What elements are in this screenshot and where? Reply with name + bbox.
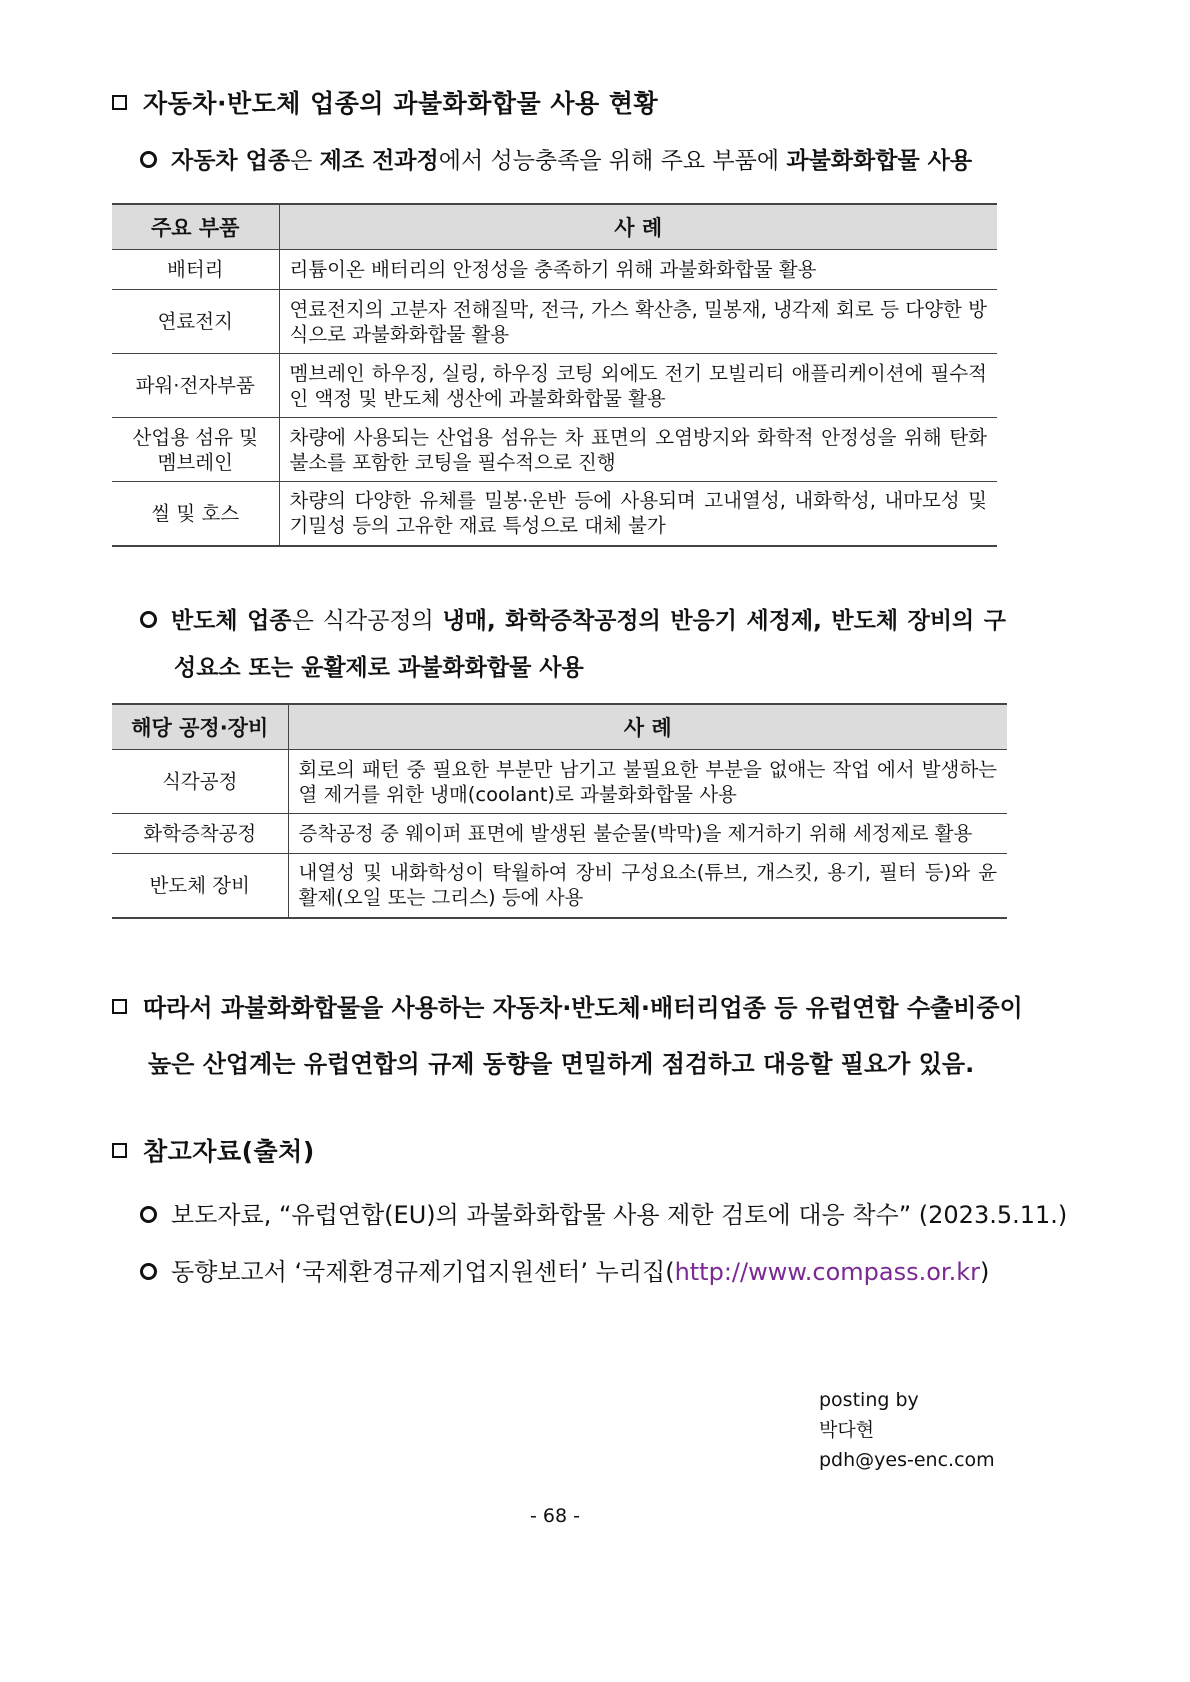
table-row xyxy=(112,814,1007,854)
author-email: pdh@yes-enc.com xyxy=(819,1449,995,1471)
column-header: 주요 부품 xyxy=(112,204,279,250)
description-cell: 차량의 다양한 유체를 밀봉·운반 등에 사용되며 고내열성, 내화학성, 내마모성 및 기밀성 등의 고유한 재료 특성으로 대체 불가 xyxy=(279,482,997,546)
table-row xyxy=(112,482,997,546)
part-cell: 산업용 섬유 및 멤브레인 xyxy=(112,418,279,482)
author-name: 박다현 xyxy=(819,1419,875,1441)
column-header: 사 례 xyxy=(288,704,1007,750)
circle-bullet-icon xyxy=(140,611,157,628)
compass-website-link[interactable]: http://www.compass.or.kr xyxy=(674,1258,980,1286)
column-header: 해당 공정·장비 xyxy=(112,704,288,750)
auto-parts-table xyxy=(112,203,997,547)
section-heading-usage: 자동차·반도체 업종의 과불화화합물 사용 현황 xyxy=(112,84,658,120)
semiconductor-process-table xyxy=(112,703,1007,919)
reference-item: 보도자료, “유럽연합(EU)의 과불화화합물 사용 제한 검토에 대응 착수” (2023.5.11.) xyxy=(140,1195,1067,1230)
description-cell: 차량에 사용되는 산업용 섬유는 차 표면의 오염방지와 화학적 안정성을 위해 탄화불소를 포함한 코팅을 필수적으로 진행 xyxy=(279,418,997,482)
table-row xyxy=(112,854,1007,918)
part-cell: 파워·전자부품 xyxy=(112,354,279,418)
process-cell: 반도체 장비 xyxy=(112,854,288,918)
references-heading: 참고자료(출처) xyxy=(112,1132,315,1168)
description-cell: 리튬이온 배터리의 안정성을 충족하기 위해 과불화화합물 활용 xyxy=(279,250,997,290)
circle-bullet-icon xyxy=(140,1206,157,1223)
column-header: 사 례 xyxy=(279,204,997,250)
process-cell: 화학증착공정 xyxy=(112,814,288,854)
semiconductor-intro: 반도체 업종은 식각공정의 냉매, 화학증착공정의 반응기 세정제, 반도체 장비의 구성요소 또는 윤활제로 과불화화합물 사용 xyxy=(140,598,1006,692)
description-cell: 내열성 및 내화학성이 탁월하여 장비 구성요소(튜브, 개스킷, 용기, 필터 등)와 윤활제(오일 또는 그리스) 등에 사용 xyxy=(288,854,1007,918)
reference-item: 동향보고서 ‘국제환경규제기업지원센터’ 누리집(http://www.compass.or.kr) xyxy=(140,1252,989,1287)
part-cell: 배터리 xyxy=(112,250,279,290)
table-header-row xyxy=(112,204,997,250)
table-row xyxy=(112,354,997,418)
checkbox-square-icon xyxy=(112,999,127,1014)
part-cell: 연료전지 xyxy=(112,290,279,354)
circle-bullet-icon xyxy=(140,1263,157,1280)
checkbox-square-icon xyxy=(112,95,127,110)
posting-info xyxy=(819,1385,995,1475)
auto-industry-intro: 자동차 업종은 제조 전과정에서 성능충족을 위해 주요 부품에 과불화화합물 사용 xyxy=(140,138,1006,185)
posting-label: posting by xyxy=(819,1389,919,1411)
description-cell: 증착공정 중 웨이퍼 표면에 발생된 불순물(박막)을 제거하기 위해 세정제로 활용 xyxy=(288,814,1007,854)
page-number: - 68 - xyxy=(530,1505,580,1527)
process-cell: 식각공정 xyxy=(112,750,288,814)
table-row xyxy=(112,250,997,290)
conclusion-paragraph: 따라서 과불화화합물을 사용하는 자동차·반도체·배터리업종 등 유럽연합 수출비중이 높은 산업계는 유럽연합의 규제 동향을 면밀하게 점검하고 대응할 필요가 있음. xyxy=(112,980,1012,1092)
table-row xyxy=(112,750,1007,814)
description-cell: 연료전지의 고분자 전해질막, 전극, 가스 확산층, 밀봉재, 냉각제 회로 등 다양한 방식으로 과불화화합물 활용 xyxy=(279,290,997,354)
table-header-row xyxy=(112,704,1007,750)
table-row xyxy=(112,418,997,482)
circle-bullet-icon xyxy=(140,151,157,168)
table-row xyxy=(112,290,997,354)
description-cell: 멤브레인 하우징, 실링, 하우징 코팅 외에도 전기 모빌리티 애플리케이션에 필수적인 액정 및 반도체 생산에 과불화화합물 활용 xyxy=(279,354,997,418)
checkbox-square-icon xyxy=(112,1143,127,1158)
part-cell: 씰 및 호스 xyxy=(112,482,279,546)
description-cell: 회로의 패턴 중 필요한 부분만 남기고 불필요한 부분을 없애는 작업 에서 발생하는 열 제거를 위한 냉매(coolant)로 과불화화합물 사용 xyxy=(288,750,1007,814)
